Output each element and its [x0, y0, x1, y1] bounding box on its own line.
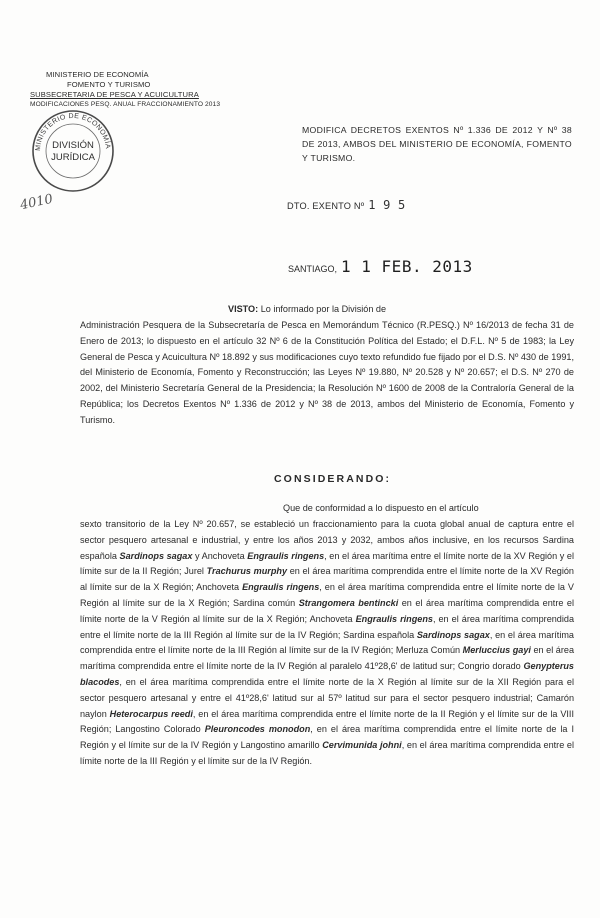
species-name: Pleuroncodes monodon [204, 724, 311, 735]
seal-text-juridica: JURÍDICA [51, 152, 95, 163]
decree-number: 1 9 5 [368, 198, 406, 212]
seal-arc-text: MINISTERIO DE ECONOMÍA [34, 112, 112, 152]
considerando-text: , en el área marítima comprendida entre el límite norte de la X Región al límite sur de la XII Región para el sector pesquero artesanal y entre el 41º28,6' latitud sur al 57º latitud sur para el sector pesquero industrial; Camarón naylon [80, 676, 574, 719]
date-stamp: 1 1 FEB. 2013 [341, 257, 473, 276]
considerando-text: , en el área marítima comprendida entre el límite norte de la III Región y el límite sur de la IV Región. [80, 740, 575, 766]
species-name: Cervimunida johni [322, 740, 402, 751]
date-line [288, 257, 473, 277]
handwritten-number: 4010 [18, 191, 55, 214]
considerando-text: , en el área marítima comprendida entre el límite norte de la V Región al límite sur de la X Región; Sardina común [80, 582, 574, 608]
ministry-subtitle: FOMENTO Y TURISMO [67, 80, 151, 89]
decree-label: DTO. EXENTO Nº [287, 201, 365, 211]
species-name: Genypterus blacodes [80, 661, 574, 687]
species-name: Heterocarpus reedi [109, 708, 193, 719]
city-label: SANTIAGO, [288, 264, 338, 274]
considerando-first-line: Que de conformidad a lo dispuesto en el artículo [283, 503, 479, 513]
visto-paragraph: Administración Pesquera de la Subsecretaría de Pesca en Memorándum Técnico (R.PESQ.) Nº 16/2013 de fecha 31 de Enero de 2013; lo dispuesto en el artículo 32 Nº 6 de la Constitución Política del Estado; el D.F.L. Nº 5 de 1983; la Ley General de Pesca y Acuicultura Nº 18.892 y sus modificaciones cuyo texto refundido fue fijado por el D.S. Nº 430 de 1991, del Ministerio de Economía, Fomento y Reconstrucción; las Leyes Nº 19.880, Nº 20.528 y Nº 20.657; el D.S. Nº 270 de 2002, del Ministerio Secretaría General de la Presidencia; la Resolución Nº 1600 de 2008 de la Contraloría General de la República; los Decretos Exentos Nº 1.336 de 2012 y Nº 38 de 2013, ambos del Ministerio de Economía, Fomento y Turismo. [80, 320, 574, 425]
file-reference: MODIFICACIONES PESQ. ANUAL FRACCIONAMIENTO 2013 [30, 101, 221, 108]
considerando-paragraph [80, 517, 574, 770]
considerando-text: en el área marítima comprendida entre el límite norte de la IV Región al paralelo 41º28,6' de latitud sur; Congrio dorado [80, 645, 575, 672]
decree-reference-title: MODIFICA DECRETOS EXENTOS Nº 1.336 DE 2012 Y Nº 38 DE 2013, AMBOS DEL MINISTERIO DE ECONOMÍA, FOMENTO Y TURISMO. [302, 125, 572, 163]
legal-division-seal [28, 106, 118, 196]
species-name: Engraulis ringens [247, 550, 325, 561]
ministry-header [30, 70, 220, 110]
considerando-text: en el área marítima comprendida entre el límite norte de la XV Región al límite sur de la X Región; Anchoveta [80, 566, 574, 593]
undersecretariat-name: SUBSECRETARIA DE PESCA Y ACUICULTURA [30, 90, 199, 99]
considerando-text: , en el área marítima comprendida entre el límite norte de la II Región y el límite sur de la VIII Región; Langostino Colorado [80, 708, 574, 735]
visto-label: VISTO: [228, 304, 259, 314]
decree-number-line [287, 198, 405, 212]
considerando-text: y Anchoveta [192, 550, 248, 561]
species-name: Sardinops sagax [416, 629, 490, 640]
species-name: Engraulis ringens [242, 582, 320, 593]
considerando-text: , en el área marítima comprendida entre el límite norte de la III Región al límite sur de la IV Región; Merluza Común [80, 629, 574, 656]
considerando-text: , en el área marítima entre el límite norte de la XV Región y el límite sur de la II Región; Jurel [80, 550, 575, 577]
seal-text-division: DIVISIÓN [52, 140, 94, 151]
species-name: Engraulis ringens [355, 613, 433, 624]
considerando-text: en el área marítima comprendida entre el límite norte de la V Región al límite sur de la X Región; Anchoveta [80, 597, 575, 624]
species-name: Strangomera bentincki [298, 597, 399, 608]
species-name: Sardinops sagax [119, 550, 193, 561]
visto-first-line [228, 302, 574, 318]
considerando-heading: CONSIDERANDO: [274, 473, 392, 485]
ministry-name: MINISTERIO DE ECONOMÍA [46, 70, 149, 79]
species-name: Trachurus murphy [206, 566, 288, 577]
visto-first-text: Lo informado por la División de [260, 304, 387, 314]
considerando-text: , en el área marítima comprendida entre el límite norte de la III Región al límite sur de la IV Región; Sardina española [80, 613, 574, 640]
species-name: Merluccius gayi [462, 645, 531, 656]
considerando-text: sexto transitorio de la Ley Nº 20.657, se estableció un fraccionamiento para la cuota global anual de captura entre el sector pesquero artesanal e industrial, y entre los años 2013 y 2032, ambos años inclusive, en los recursos Sardina española [80, 519, 574, 561]
considerando-text: , en el área marítima comprendida entre el límite norte de la I Región y el límite sur de la IV Región y Langostino amarillo [80, 724, 574, 751]
